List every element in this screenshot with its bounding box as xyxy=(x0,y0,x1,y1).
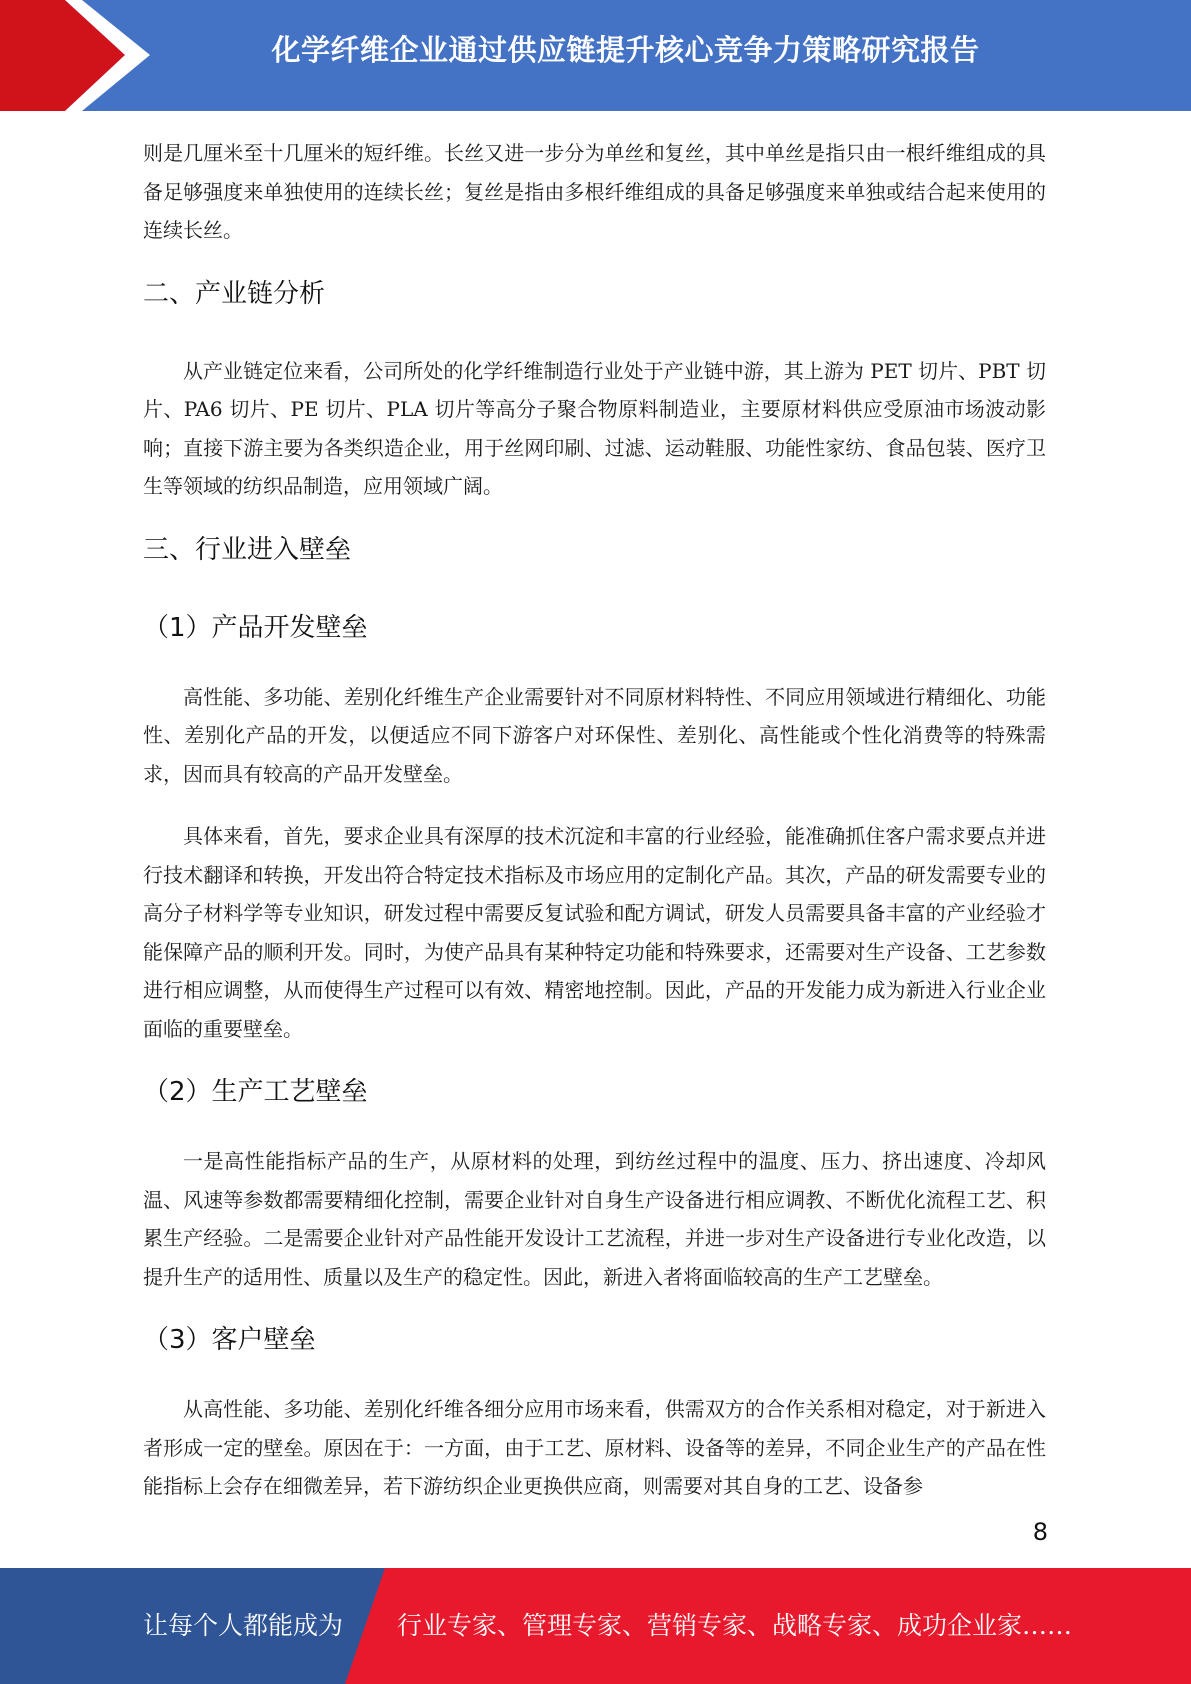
production-process-paragraph: 一是高性能指标产品的生产，从原材料的处理，到纺丝过程中的温度、压力、挤出速度、冷却风温、风速等参数都需要精细化控制，需要企业针对自身生产设备进行相应调教、不断优化流程工艺、积累生产经验。二是需要企业针对产品性能开发设计工艺流程，并进一步对生产设备进行专业化改造，以提升生产的适用性、质量以及生产的稳定性。因此，新进入者将面临较高的生产工艺壁垒。 xyxy=(143,1149,1046,1289)
footer-slogan-left: 让每个人都能成为 xyxy=(143,1611,344,1640)
page-content xyxy=(143,134,1046,1530)
customer-barrier-paragraph: 从高性能、多功能、差别化纤维各细分应用市场来看，供需双方的合作关系相对稳定，对于新进入者形成一定的壁垒。原因在于：一方面，由于工艺、原材料、设备等的差异，不同企业生产的产品在性能指标上会存在细微差异，若下游纺织企业更换供应商，则需要对其自身的工艺、设备参 xyxy=(143,1397,1046,1498)
page-number: 8 xyxy=(1032,1518,1048,1546)
product-development-paragraph-1: 高性能、多功能、差别化纤维生产企业需要针对不同原材料特性、不同应用领域进行精细化、功能性、差别化产品的开发，以便适应不同下游客户对环保性、差别化、高性能或个性化消费等的特殊需求，因而具有较高的产品开发壁垒。 xyxy=(143,684,1046,786)
section-heading-entry-barriers: 三、行业进入壁垒 xyxy=(143,534,352,565)
header-banner xyxy=(0,0,1191,111)
subheading-production-process: （2）生产工艺壁垒 xyxy=(143,1077,368,1107)
industry-chain-paragraph: 从产业链定位来看，公司所处的化学纤维制造行业处于产业链中游，其上游为 PET 切片、PBT 切片、PA6 切片、PE 切片、PLA 切片等高分子聚合物原料制造业，主要原材料供应受原油市场波动影响；直接下游主要为各类织造企业，用于丝网印刷、过滤、运动鞋服、功能性家纺、食品包装、医疗卫生等领域的纺织品制造，应用领域广阔。 xyxy=(143,358,1046,498)
footer-banner xyxy=(0,1568,1191,1684)
product-development-paragraph-2: 具体来看，首先，要求企业具有深厚的技术沉淀和丰富的行业经验，能准确抓住客户需求要点并进行技术翻译和转换，开发出符合特定技术指标及市场应用的定制化产品。其次，产品的研发需要专业的高分子材料学等专业知识，研发过程中需要反复试验和配方调试，研发人员需要具备丰富的产业经验才能保障产品的顺利开发。同时，为使产品具有某种特定功能和特殊要求，还需要对生产设备、工艺参数进行相应调整，从而使得生产过程可以有效、精密地控制。因此，产品的开发能力成为新进入行业企业面临的重要壁垒。 xyxy=(143,824,1046,1041)
intro-paragraph: 则是几厘米至十几厘米的短纤维。长丝又进一步分为单丝和复丝，其中单丝是指只由一根纤维组成的具备足够强度来单独使用的连续长丝；复丝是指由多根纤维组成的具备足够强度来单独或结合起来使用的连续长丝。 xyxy=(143,141,1046,242)
report-title: 化学纤维企业通过供应链提升核心竞争力策略研究报告 xyxy=(271,33,980,67)
section-heading-industry-chain: 二、产业链分析 xyxy=(143,278,326,309)
header-arrow-decoration xyxy=(0,0,150,111)
subheading-customer-barrier: （3）客户壁垒 xyxy=(143,1325,316,1355)
subheading-product-development: （1）产品开发壁垒 xyxy=(143,612,368,643)
footer-slogan-right: 行业专家、管理专家、营销专家、战略专家、成功企业家…… xyxy=(397,1611,1073,1640)
